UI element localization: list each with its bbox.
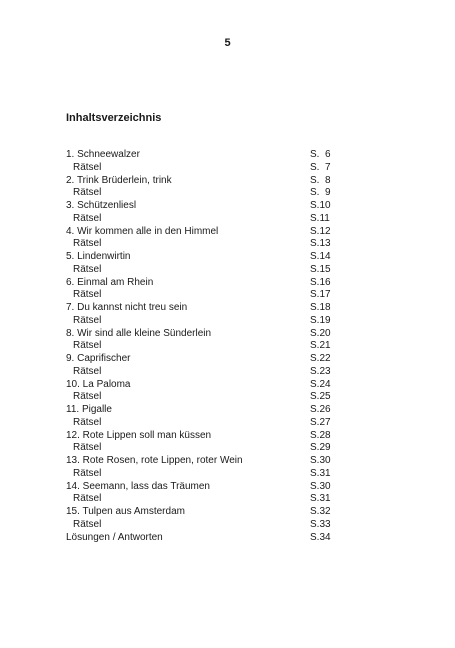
toc-entry-page: S.32 — [310, 506, 331, 517]
toc-entry — [66, 455, 332, 468]
toc-entry-title: 10. La Paloma — [66, 378, 131, 390]
toc-entry-title: Rätsel — [73, 289, 102, 301]
toc-entry-page: S. 9 — [310, 187, 331, 199]
toc-entry — [66, 328, 332, 341]
toc-entry-page: S.22 — [310, 353, 331, 364]
toc-entry — [66, 226, 332, 239]
toc-entry-title: 13. Rote Rosen, rote Lippen, roter Wein — [66, 455, 243, 466]
toc-entry-title: Rätsel — [73, 493, 102, 505]
toc-entry-page: S.26 — [310, 404, 331, 415]
toc-sub-entry — [66, 519, 332, 532]
toc-entry — [66, 175, 332, 188]
toc-entry-page: S.20 — [310, 327, 331, 339]
page-number: 5 — [224, 37, 231, 49]
toc-entry-title: 12. Rote Lippen soll man küssen — [66, 429, 212, 441]
toc-entry — [66, 353, 332, 366]
toc-entry-page: S.18 — [310, 302, 331, 313]
table-of-contents — [66, 149, 332, 544]
toc-entry — [66, 430, 332, 443]
toc-entry-title: Rätsel — [73, 416, 102, 428]
toc-entry-page: S.30 — [310, 480, 331, 492]
toc-entry-page: S.28 — [310, 429, 331, 441]
toc-entry-title: Rätsel — [73, 212, 102, 224]
toc-entry — [66, 379, 332, 392]
toc-entry-title: Rätsel — [73, 365, 102, 377]
toc-entry-title: Rätsel — [73, 187, 102, 199]
toc-entry — [66, 404, 332, 417]
toc-entry-title: 9. Caprifischer — [66, 353, 131, 364]
toc-entry-title: 6. Einmal am Rhein — [66, 276, 154, 288]
toc-entry-title: 5. Lindenwirtin — [66, 251, 131, 262]
toc-entry-page: S.14 — [310, 251, 331, 262]
toc-sub-entry — [66, 213, 332, 226]
toc-sub-entry — [66, 366, 332, 379]
toc-sub-entry — [66, 468, 332, 481]
toc-entry-title: 3. Schützenliesl — [66, 200, 137, 211]
toc-sub-entry — [66, 289, 332, 302]
toc-entry — [66, 302, 332, 315]
toc-entry-page: S.25 — [310, 391, 331, 403]
toc-entry — [66, 200, 332, 213]
toc-entry-title: 14. Seemann, lass das Träumen — [66, 480, 210, 492]
toc-entry-page: S.19 — [310, 314, 331, 326]
toc-entry-page: S.31 — [310, 467, 331, 479]
toc-sub-entry — [66, 187, 332, 200]
toc-sub-entry — [66, 238, 332, 251]
toc-entry-page: S.24 — [310, 378, 331, 390]
toc-entry-title: 8. Wir sind alle kleine Sünderlein — [66, 327, 212, 339]
toc-entry-title: 1. Schneewalzer — [66, 149, 140, 160]
toc-entry-page: S.34 — [310, 531, 331, 543]
toc-entry-title: 15. Tulpen aus Amsterdam — [66, 506, 185, 517]
toc-entry-title: 11. Pigalle — [66, 404, 112, 415]
toc-sub-entry — [66, 162, 332, 175]
toc-entry-page: S. 8 — [310, 174, 331, 186]
toc-heading: Inhaltsverzeichnis — [66, 112, 162, 124]
toc-entry — [66, 506, 332, 519]
toc-entry-title: Rätsel — [73, 161, 102, 173]
toc-entry-page: S.17 — [310, 289, 331, 301]
toc-entry-page: S.21 — [310, 340, 331, 352]
toc-entry — [66, 481, 332, 494]
toc-entry-page: S.27 — [310, 416, 331, 428]
toc-entry — [66, 277, 332, 290]
toc-entry-title: Rätsel — [73, 467, 102, 479]
toc-entry-page: S.33 — [310, 518, 331, 530]
toc-entry-title: Rätsel — [73, 263, 102, 275]
toc-sub-entry — [66, 315, 332, 328]
toc-entry-title: 2. Trink Brüderlein, trink — [66, 174, 172, 186]
toc-sub-entry — [66, 493, 332, 506]
toc-entry-title: Lösungen / Antworten — [66, 531, 163, 543]
toc-entry-page: S.15 — [310, 263, 331, 275]
toc-entry-page: S.10 — [310, 200, 331, 211]
toc-entry-title: Rätsel — [73, 238, 102, 250]
toc-entry-page: S. 6 — [310, 149, 331, 160]
toc-entry-page: S.30 — [310, 455, 331, 466]
toc-sub-entry — [66, 417, 332, 430]
toc-sub-entry — [66, 391, 332, 404]
toc-sub-entry — [66, 442, 332, 455]
toc-entry-page: S. 7 — [310, 161, 331, 173]
toc-entry-page: S.13 — [310, 238, 331, 250]
toc-entry-title: Rätsel — [73, 518, 102, 530]
toc-entry-page: S.23 — [310, 365, 331, 377]
toc-entry-title: Rätsel — [73, 314, 102, 326]
toc-entry-page: S.12 — [310, 225, 331, 237]
toc-entry-title: 4. Wir kommen alle in den Himmel — [66, 225, 219, 237]
toc-sub-entry — [66, 264, 332, 277]
toc-entry-page: S.16 — [310, 276, 331, 288]
toc-entry-page: S.29 — [310, 442, 331, 454]
toc-entry — [66, 149, 332, 162]
toc-entry-title: 7. Du kannst nicht treu sein — [66, 302, 188, 313]
toc-entry-title: Rätsel — [73, 340, 102, 352]
toc-entry — [66, 251, 332, 264]
toc-entry-title: Rätsel — [73, 442, 102, 454]
toc-entry-page: S.11 — [310, 212, 330, 224]
toc-entry — [66, 532, 332, 545]
toc-entry-page: S.31 — [310, 493, 331, 505]
toc-entry-title: Rätsel — [73, 391, 102, 403]
toc-sub-entry — [66, 340, 332, 353]
